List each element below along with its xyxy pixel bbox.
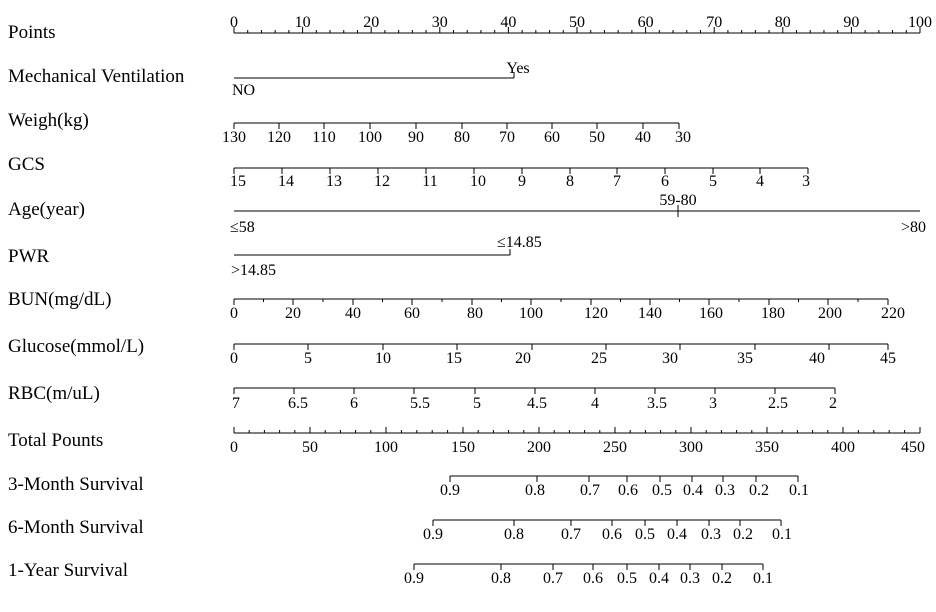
tick-label-rbc-m-ul: 4 — [591, 395, 599, 412]
tick-label-1-year-survival: 0.2 — [712, 570, 732, 587]
tick-label-bun-mg-dl: 40 — [345, 305, 361, 322]
row-label-points: Points — [8, 22, 56, 43]
tick-label-3-month-survival: 0.1 — [789, 482, 809, 499]
tick-label-bun-mg-dl: 100 — [519, 305, 543, 322]
tick-label-glucose-mmol-l: 40 — [809, 350, 825, 367]
row-label-total-pounts: Total Pounts — [8, 430, 104, 451]
tick-label-3-month-survival: 0.7 — [580, 482, 600, 499]
tick-label-6-month-survival: 0.4 — [667, 526, 687, 543]
row-label-6-month-survival: 6-Month Survival — [8, 517, 144, 538]
tick-label-1-year-survival: 0.4 — [649, 570, 669, 587]
tick-label-bun-mg-dl: 160 — [699, 305, 723, 322]
tick-label-points: 20 — [363, 14, 380, 31]
tick-label-rbc-m-ul: 5.5 — [410, 395, 430, 412]
tick-label-total-pounts: 200 — [527, 439, 551, 456]
tick-label-rbc-m-ul: 2 — [829, 395, 837, 412]
tick-label-total-pounts: 100 — [374, 439, 398, 456]
tick-label-3-month-survival: 0.2 — [749, 482, 769, 499]
tick-label-points: 70 — [706, 14, 723, 31]
tick-label-total-pounts: 450 — [901, 439, 925, 456]
tick-label-glucose-mmol-l: 5 — [304, 350, 312, 367]
tick-label-rbc-m-ul: 4.5 — [527, 395, 547, 412]
tick-label-3-month-survival: 0.3 — [715, 482, 735, 499]
tick-label-6-month-survival: 0.8 — [504, 526, 524, 543]
tick-label-glucose-mmol-l: 20 — [515, 350, 531, 367]
tick-label-age-year: >80 — [900, 219, 926, 236]
tick-label-weigh-kg: 40 — [635, 129, 651, 146]
tick-label-6-month-survival: 0.9 — [423, 526, 443, 543]
tick-label-total-pounts: 0 — [230, 439, 238, 456]
tick-label-bun-mg-dl: 20 — [285, 305, 301, 322]
tick-label-gcs: 3 — [802, 173, 810, 190]
tick-label-bun-mg-dl: 120 — [584, 305, 608, 322]
row-label-gcs: GCS — [8, 154, 45, 175]
tick-label-glucose-mmol-l: 10 — [375, 350, 391, 367]
tick-label-weigh-kg: 110 — [312, 129, 336, 146]
tick-label-total-pounts: 50 — [302, 439, 318, 456]
tick-label-3-month-survival: 0.8 — [525, 482, 545, 499]
tick-label-rbc-m-ul: 3.5 — [647, 395, 667, 412]
tick-label-1-year-survival: 0.6 — [583, 570, 603, 587]
tick-label-gcs: 5 — [709, 173, 717, 190]
tick-label-6-month-survival: 0.1 — [772, 526, 792, 543]
tick-label-bun-mg-dl: 140 — [638, 305, 662, 322]
tick-label-weigh-kg: 80 — [454, 129, 470, 146]
tick-label-weigh-kg: 90 — [408, 129, 424, 146]
tick-label-rbc-m-ul: 2.5 — [768, 395, 788, 412]
tick-label-points: 0 — [230, 14, 238, 31]
tick-label-bun-mg-dl: 80 — [467, 305, 483, 322]
tick-label-1-year-survival: 0.9 — [404, 570, 424, 587]
tick-label-glucose-mmol-l: 30 — [662, 350, 678, 367]
tick-label-age-year: 59-80 — [659, 192, 697, 209]
tick-label-glucose-mmol-l: 25 — [591, 350, 607, 367]
tick-label-points: 100 — [908, 14, 932, 31]
tick-label-total-pounts: 350 — [755, 439, 779, 456]
tick-label-points: 80 — [774, 14, 791, 31]
tick-label-1-year-survival: 0.3 — [680, 570, 700, 587]
tick-label-3-month-survival: 0.4 — [683, 482, 703, 499]
tick-label-glucose-mmol-l: 35 — [737, 350, 753, 367]
tick-label-weigh-kg: 100 — [358, 129, 382, 146]
tick-label-weigh-kg: 30 — [675, 129, 691, 146]
tick-label-3-month-survival: 0.5 — [652, 482, 672, 499]
tick-label-weigh-kg: 120 — [267, 129, 291, 146]
tick-label-bun-mg-dl: 180 — [761, 305, 785, 322]
tick-label-6-month-survival: 0.7 — [561, 526, 581, 543]
tick-label-3-month-survival: 0.6 — [618, 482, 638, 499]
tick-label-age-year: ≤58 — [230, 219, 255, 236]
tick-label-weigh-kg: 50 — [589, 129, 605, 146]
tick-label-bun-mg-dl: 200 — [818, 305, 842, 322]
tick-label-gcs: 11 — [422, 173, 438, 190]
tick-label-mechanical-ventilation: NO — [232, 82, 256, 99]
row-label-glucose-mmol-l: Glucose(mmol/L) — [8, 336, 145, 357]
tick-label-bun-mg-dl: 60 — [404, 305, 420, 322]
tick-label-gcs: 8 — [566, 173, 574, 190]
tick-label-gcs: 13 — [326, 173, 342, 190]
tick-label-6-month-survival: 0.2 — [733, 526, 753, 543]
tick-label-points: 30 — [431, 14, 448, 31]
tick-label-pwr: ≤14.85 — [497, 234, 542, 251]
tick-label-weigh-kg: 70 — [499, 129, 515, 146]
tick-label-6-month-survival: 0.3 — [701, 526, 721, 543]
tick-label-glucose-mmol-l: 45 — [880, 350, 896, 367]
row-label-rbc-m-ul: RBC(m/uL) — [8, 383, 100, 404]
row-label-3-month-survival: 3-Month Survival — [8, 474, 144, 495]
tick-label-points: 10 — [294, 14, 311, 31]
tick-label-3-month-survival: 0.9 — [440, 482, 460, 499]
row-label-bun-mg-dl: BUN(mg/dL) — [8, 289, 112, 310]
tick-label-rbc-m-ul: 6 — [350, 395, 358, 412]
tick-label-gcs: 10 — [470, 173, 486, 190]
row-label-pwr: PWR — [8, 246, 50, 267]
tick-label-6-month-survival: 0.5 — [635, 526, 655, 543]
tick-label-total-pounts: 150 — [451, 439, 475, 456]
tick-label-1-year-survival: 0.7 — [543, 570, 563, 587]
tick-label-bun-mg-dl: 0 — [230, 305, 238, 322]
tick-label-rbc-m-ul: 6.5 — [288, 395, 308, 412]
tick-label-gcs: 6 — [661, 173, 669, 190]
tick-label-points: 60 — [637, 14, 654, 31]
row-label-mechanical-ventilation: Mechanical Ventilation — [8, 66, 185, 87]
tick-label-points: 90 — [843, 14, 860, 31]
tick-label-rbc-m-ul: 5 — [473, 395, 481, 412]
tick-label-weigh-kg: 130 — [222, 129, 246, 146]
tick-label-total-pounts: 300 — [679, 439, 703, 456]
tick-label-pwr: >14.85 — [231, 262, 277, 279]
tick-label-6-month-survival: 0.6 — [602, 526, 622, 543]
tick-label-1-year-survival: 0.5 — [617, 570, 637, 587]
tick-label-gcs: 7 — [613, 173, 621, 190]
tick-label-gcs: 15 — [230, 173, 246, 190]
row-label-weigh-kg: Weigh(kg) — [8, 110, 89, 131]
tick-label-1-year-survival: 0.1 — [753, 570, 773, 587]
tick-label-gcs: 12 — [374, 173, 390, 190]
tick-label-glucose-mmol-l: 0 — [230, 350, 238, 367]
tick-label-mechanical-ventilation: Yes — [506, 60, 530, 77]
tick-label-rbc-m-ul: 7 — [232, 395, 240, 412]
tick-label-gcs: 14 — [278, 173, 294, 190]
tick-label-bun-mg-dl: 220 — [881, 305, 905, 322]
row-label-age-year: Age(year) — [8, 199, 86, 220]
tick-label-gcs: 9 — [518, 173, 526, 190]
tick-label-rbc-m-ul: 3 — [709, 395, 717, 412]
tick-label-glucose-mmol-l: 15 — [446, 350, 462, 367]
tick-label-total-pounts: 250 — [603, 439, 627, 456]
tick-label-points: 50 — [569, 14, 585, 31]
tick-label-1-year-survival: 0.8 — [491, 570, 511, 587]
row-label-1-year-survival: 1-Year Survival — [8, 560, 128, 581]
tick-label-total-pounts: 400 — [831, 439, 855, 456]
tick-label-weigh-kg: 60 — [544, 129, 560, 146]
tick-label-gcs: 4 — [756, 173, 764, 190]
tick-label-points: 40 — [500, 14, 517, 31]
